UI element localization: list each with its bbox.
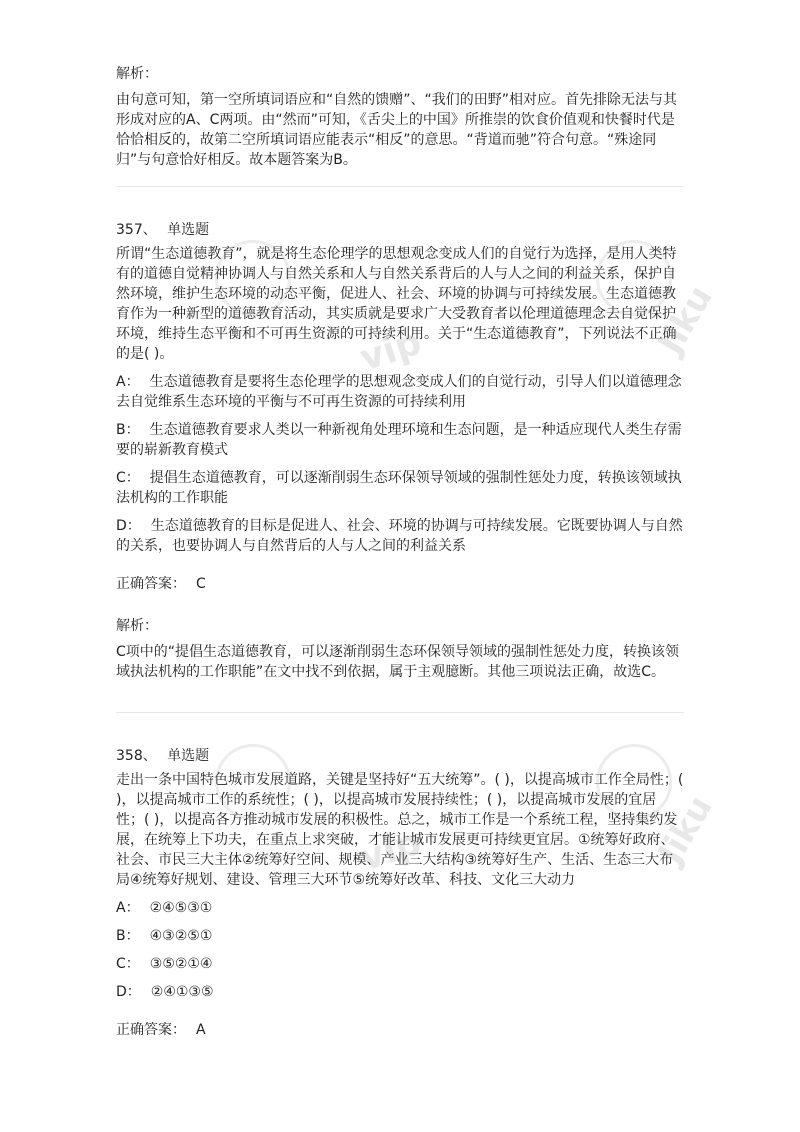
watermark-text: Jiku [650,279,721,361]
question-number: 358、 [116,748,157,764]
option-c[interactable] [116,954,684,974]
option-key: C： [116,956,140,972]
question-header [116,746,684,766]
option-text: ②④①③⑤ [150,984,214,1000]
correct-answer [116,574,684,594]
option-c[interactable] [116,468,684,508]
option-key: A： [116,900,140,916]
option-key: B： [116,928,140,944]
option-key: D： [116,984,141,1000]
correct-answer [116,1020,684,1040]
prev-analysis [116,64,684,170]
option-a[interactable] [116,372,684,412]
question-357 [116,220,684,682]
option-d[interactable] [116,982,684,1002]
option-key: D： [116,518,141,534]
option-text: 提倡生态道德教育，可以逐渐削弱生态环保领导领域的强制性惩处力度，转换该领域执法机构的工作职能 [116,470,682,506]
answer-value: C [196,576,206,592]
option-key: B： [116,422,140,438]
question-number: 357、 [116,222,157,238]
question-header [116,220,684,240]
option-b[interactable] [116,420,684,460]
option-b[interactable] [116,926,684,946]
divider [116,712,684,713]
question-stem: 走出一条中国特色城市发展道路，关键是坚持好“五大统筹”。( )，以提高城市工作全局性；( )，以提高城市工作的系统性；( )，以提高城市发展持续性；( )，以提高城市发展的宜居性；( )，以提高各方推动城市发展的积极性。总之，城市工作是一个系统工程，坚持集约发展，在统筹上下功夫，在重点上求突破，才能让城市发展更可持续更宜居。①统筹好政府、社会、市民三大主体②统筹好空间、规模、产业三大结构③统筹好生产、生活、生态三大布局④统筹好规划、建设、管理三大环节⑤统筹好改革、科技、文化三大动力 [116,772,684,888]
prev-analysis-text: 由句意可知，第一空所填词语应和“自然的馈赠”、“我们的田野”相对应。首先排除无法与其形成对应的A、C两项。由“然而”可知，《舌尖上的中国》所推崇的饮食价值观和快餐时代是恰恰相反的，故第二空所填词语应能表示“相反”的意思。“背道而驰”符合句意。“殊途同归”与句意恰好相反。故本题答案为B。 [116,92,678,168]
watermark-text: Jiku [650,789,721,871]
analysis-label: 解析： [116,618,158,634]
question-type: 单选题 [167,748,210,764]
option-text: ④③②⑤① [149,928,213,944]
divider [116,186,684,187]
answer-label: 正确答案： [116,1022,186,1038]
option-text: 生态道德教育的目标是促进人、社会、环境的协调与可持续发展。它既要协调人与自然的关系，也要协调人与自然背后的人与人之间的利益关系 [116,518,683,554]
option-key: A： [116,374,140,390]
watermark-text: vip [355,321,427,380]
answer-value: A [196,1022,206,1038]
question-stem: 所谓“生态道德教育”，就是将生态伦理学的思想观念变成人们的自觉行为选择，是用人类特有的道德自觉精神协调人与自然关系和人与自然关系背后的人与人之间的利益关系，保护自然环境，维护生态环境的动态平衡，促进人、社会、环境的协调与可持续发展。生态道德教育作为一种新型的道德教育活动，其实质就是要求广大受教育者以伦理道德理念去自觉保护环境，维持生态平衡和不可再生资源的可持续利用。关于“生态道德教育”，下列说法不正确的是( )。 [116,246,677,362]
option-text: 生态道德教育是要将生态伦理学的思想观念变成人们的自觉行动，引导人们以道德理念去自觉维系生态环境的平衡与不可再生资源的可持续利用 [116,374,682,410]
option-text: 生态道德教育要求人类以一种新视角处理环境和生态问题，是一种适应现代人类生存需要的崭新教育模式 [116,422,682,458]
option-key: C： [116,470,140,486]
answer-label: 正确答案： [116,576,186,592]
option-a[interactable] [116,898,684,918]
watermark-text: vip [355,821,427,880]
option-d[interactable] [116,516,684,556]
analysis-text: C项中的“提倡生态道德教育，可以逐渐削弱生态环保领导领域的强制性惩处力度，转换该领域执法机构的工作职能”在文中找不到依据，属于主观臆断。其他三项说法正确，故选C。 [116,644,680,680]
option-text: ③⑤②①④ [149,956,213,972]
prev-analysis-label: 解析： [116,66,158,82]
question-358 [116,746,684,1040]
question-type: 单选题 [167,222,210,238]
option-text: ②④⑤③① [149,900,213,916]
